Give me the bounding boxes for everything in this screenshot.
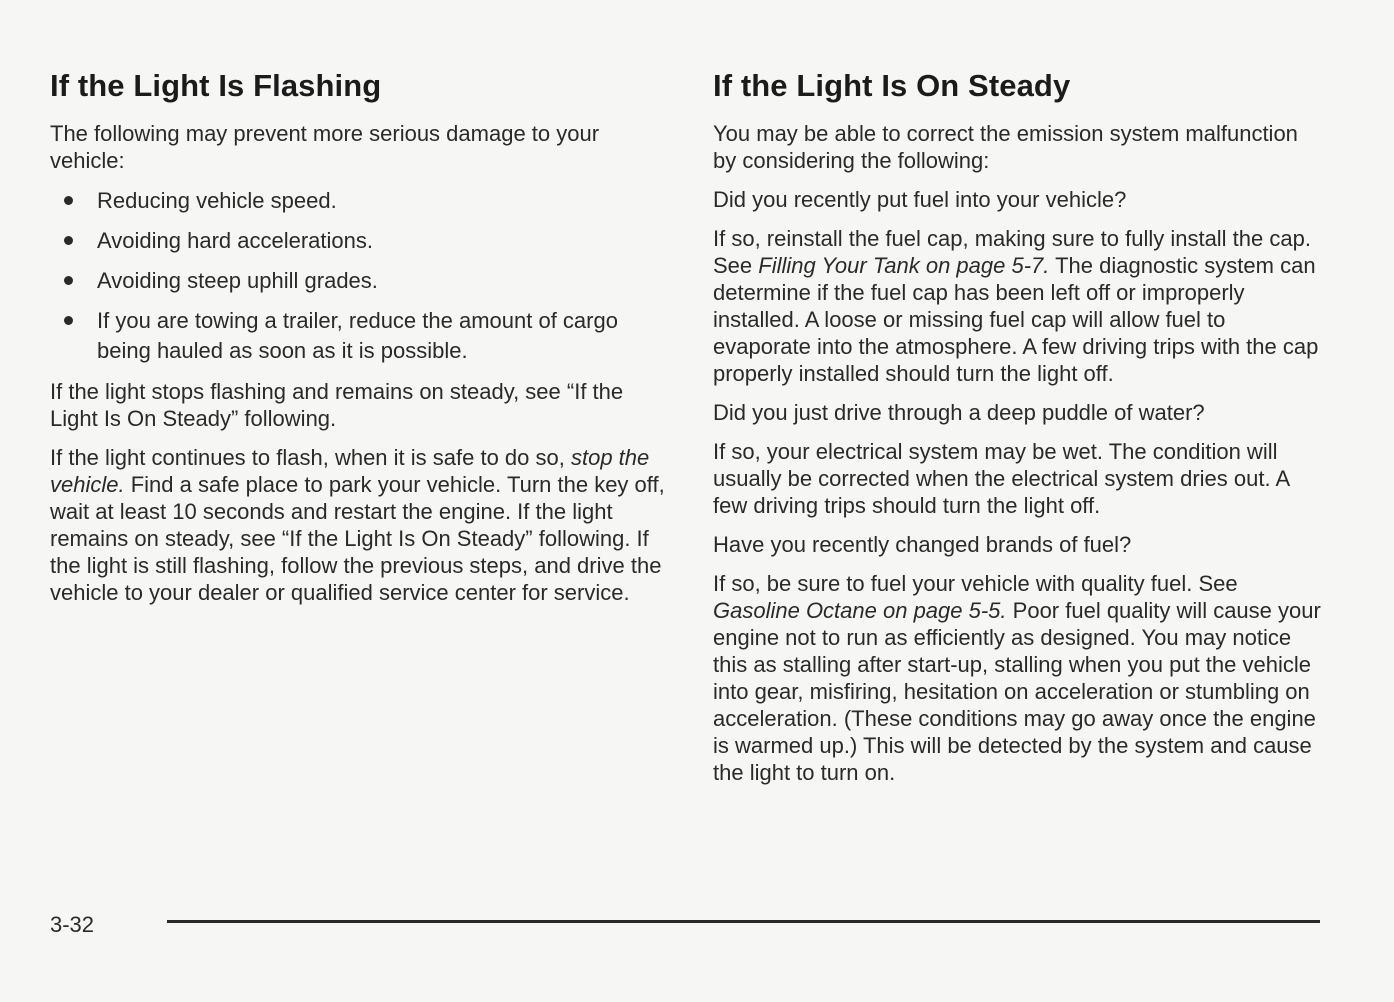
stops-flashing-paragraph: If the light stops flashing and remains on steady, see “If the Light Is On Steady” following. — [50, 379, 624, 431]
continues-flashing-paragraph: If the light continues to flash, when it is safe to do so, stop the vehicle. Find a safe place to park your vehicle. Turn the key off, wait at least 10 seconds and restart the engine. If the light remains on steady, see “If the Light Is On Steady” following. If the light is still flashing, follow the previous steps, and drive the vehicle to your dealer or qualified service center for service. — [50, 445, 665, 605]
list-item: Avoiding hard accelerations. — [50, 226, 665, 256]
right-column — [713, 68, 1325, 798]
section-heading-steady: If the Light Is On Steady — [713, 68, 1071, 103]
stop-vehicle-emphasis: stop the vehicle. — [50, 445, 650, 497]
bullet-icon — [64, 196, 73, 205]
intro-paragraph: You may be able to correct the emission system malfunction by considering the following: — [713, 121, 1298, 173]
section-heading-flashing: If the Light Is Flashing — [50, 68, 382, 103]
footer-divider — [167, 920, 1320, 923]
answer-fuel-brand: If so, be sure to fuel your vehicle with quality fuel. See Gasoline Octane on page 5-5. Poor fuel quality will cause your engine not to run as efficiently as designed. You may notice this as stalling after start-up, stalling when you put the vehicle into gear, misfiring, hesitation on acceleration or stumbling on acceleration. (These conditions may go away once the engine is warmed up.) This will be detected by the system and cause the light to turn on. — [713, 571, 1321, 785]
answer-fuel-cap: If so, reinstall the fuel cap, making sure to fully install the cap. See Filling Your Tank on page 5-7. The diagnostic system can determine if the fuel cap has been left off or improperly installed. A loose or missing fuel cap will allow fuel to evaporate into the atmosphere. A few driving trips with the cap properly installed should turn the light off. — [713, 226, 1319, 386]
cross-reference-link: Filling Your Tank on page 5-7. — [758, 253, 1050, 278]
page-number: 3-32 — [50, 912, 95, 937]
cross-reference-link: Gasoline Octane on page 5-5. — [713, 598, 1007, 623]
answer-water: If so, your electrical system may be wet. The condition will usually be corrected when the electrical system dries out. A few driving trips should turn the light off. — [713, 439, 1289, 518]
list-item: Reducing vehicle speed. — [50, 186, 665, 216]
bullet-icon — [64, 236, 73, 245]
question-water: Did you just drive through a deep puddle of water? — [713, 400, 1205, 425]
left-column — [50, 68, 665, 618]
bullet-icon — [64, 276, 73, 285]
question-fuel-brand: Have you recently changed brands of fuel? — [713, 532, 1132, 557]
bullet-list — [50, 186, 665, 366]
question-fuel: Did you recently put fuel into your vehicle? — [713, 187, 1127, 212]
bullet-icon — [64, 316, 73, 325]
list-item: Avoiding steep uphill grades. — [50, 266, 665, 296]
list-item: If you are towing a trailer, reduce the amount of cargo being hauled as soon as it is possible. — [50, 306, 665, 366]
intro-paragraph: The following may prevent more serious damage to your vehicle: — [50, 121, 600, 173]
